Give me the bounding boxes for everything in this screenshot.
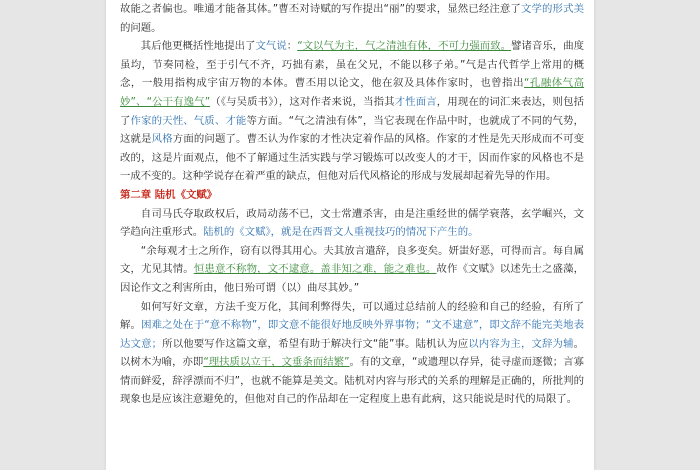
- paragraph-wenfu-preface: [120, 242, 584, 298]
- quote-wen-yi-qi: “文以气为主，气之清浊有体，不可力强而致。: [297, 40, 512, 53]
- highlight-formal-beauty: 文学的形式美: [520, 3, 585, 15]
- text: 故能之者偏也。唯通才能备其体。”曹丕对诗赋的写作提出“丽”的要求，显然已经注意了: [120, 3, 521, 15]
- text: 自司马氏夺取政权后，政局动荡不已，文士常遭杀害，由是注重经世的儒学衰落，玄学崛兴，文学趋向注重形式。: [120, 207, 584, 239]
- highlight-style: 风格: [151, 133, 173, 146]
- document-page: [106, 0, 594, 470]
- text: 如何写好文章，方法千变万化，其间利弊得失，可以通过总结前人的经验和自己的经验，有所了解。: [120, 300, 584, 332]
- text: ：: [286, 40, 298, 53]
- quote-heng-huan: 恒患意不称物，文不逮意。盖非知之难，能之难也。: [193, 263, 437, 276]
- text: 。以树木为喻，亦即: [120, 337, 585, 369]
- text: 其后他更概括性地提出了: [140, 40, 256, 53]
- text: 的问题。: [120, 21, 162, 34]
- highlight-wenfu-origin: 陆机的《文赋》，就是在西晋文人重视技巧的情况下产生的。: [203, 226, 479, 239]
- quote-li-fu-zhi: “理扶质以立干，文垂条而结繁”: [203, 356, 350, 369]
- paragraph-wenqi-theory: [120, 37, 584, 186]
- text: ，用现在的词汇来表达，则包括了: [120, 95, 584, 127]
- highlight-wenqi: 文气说: [255, 40, 287, 53]
- highlight-difficulty: 困难之处在于“意不称物”，即文意不能很好地反映外界事物；“文不逮意”，即文辞不能完美地表达文意；: [120, 319, 585, 350]
- text: 等方面。“气之清浊有体”，当它表现在作品中时，也就成了不同的气势，这就是: [120, 114, 585, 146]
- text: 故作《文赋》以述先士之盛藻，因论作文之利害所由，他日殆可谓（以）曲尽其妙。”: [120, 263, 585, 294]
- highlight-content-first: 以内容为主，文辞为辅: [468, 337, 574, 350]
- quote-kong-rong: “孔融体气高妙”、“公干有逸气”: [120, 77, 584, 108]
- highlight-temperament: 作家的天性、气质、才能: [130, 114, 247, 127]
- chapter-heading: 第二章 陆机《文赋》: [120, 188, 218, 201]
- text: “余每观才士之所作，窃有以得其用心。夫其放言遣辞，良多变矣。妍蚩好恶，可得而言。每自属文，尤见其情。: [120, 244, 584, 276]
- paragraph-jin-background: [120, 205, 584, 242]
- text: 。有的文章，“或遗理以存异，徒寻虚而逐微；言寡情而鲜爱，辞浮漂而不归”，也就不能算是美文。陆机对内容与形式的关系的理解是正确的，所批判的现象也是应该注意避免的，但他对自己的作品却在一定程度上患有此病，这只能说是时代的局限了。: [120, 356, 584, 406]
- text: 方面的问题了。曹丕认为作家的才性决定着作品的风格。作家的才性是先天形成而不可变改的，这是片面观点，他不了解通过生活实践与学习锻炼可以改变人的才干，因而作家的风格也不是一成不变的。这种学说存在着严重的缺点，但他对后代风格论的形成与发展却起着先导的作用。: [120, 133, 585, 183]
- paragraph-content-form: [120, 298, 584, 410]
- text: （《与吴质书》），这对作者来说，当指其: [210, 95, 395, 108]
- paragraph-cao-pi-form: [120, 0, 584, 37]
- text: 所以他要写作这篇文章，希望有助于解决行文“能”事。陆机认为应: [162, 337, 469, 350]
- highlight-caixing: 才性面言: [394, 95, 437, 108]
- text: 譬诸音乐，曲度虽均，节奏同检，至于引气不齐，巧拙有素，虽在父兄，不能以移子弟。”气是古代哲学上常用的概念，一般用指构成宇宙万物的本体。曹丕用以论文，他在叙及具体作家时，也曾指出: [120, 40, 585, 90]
